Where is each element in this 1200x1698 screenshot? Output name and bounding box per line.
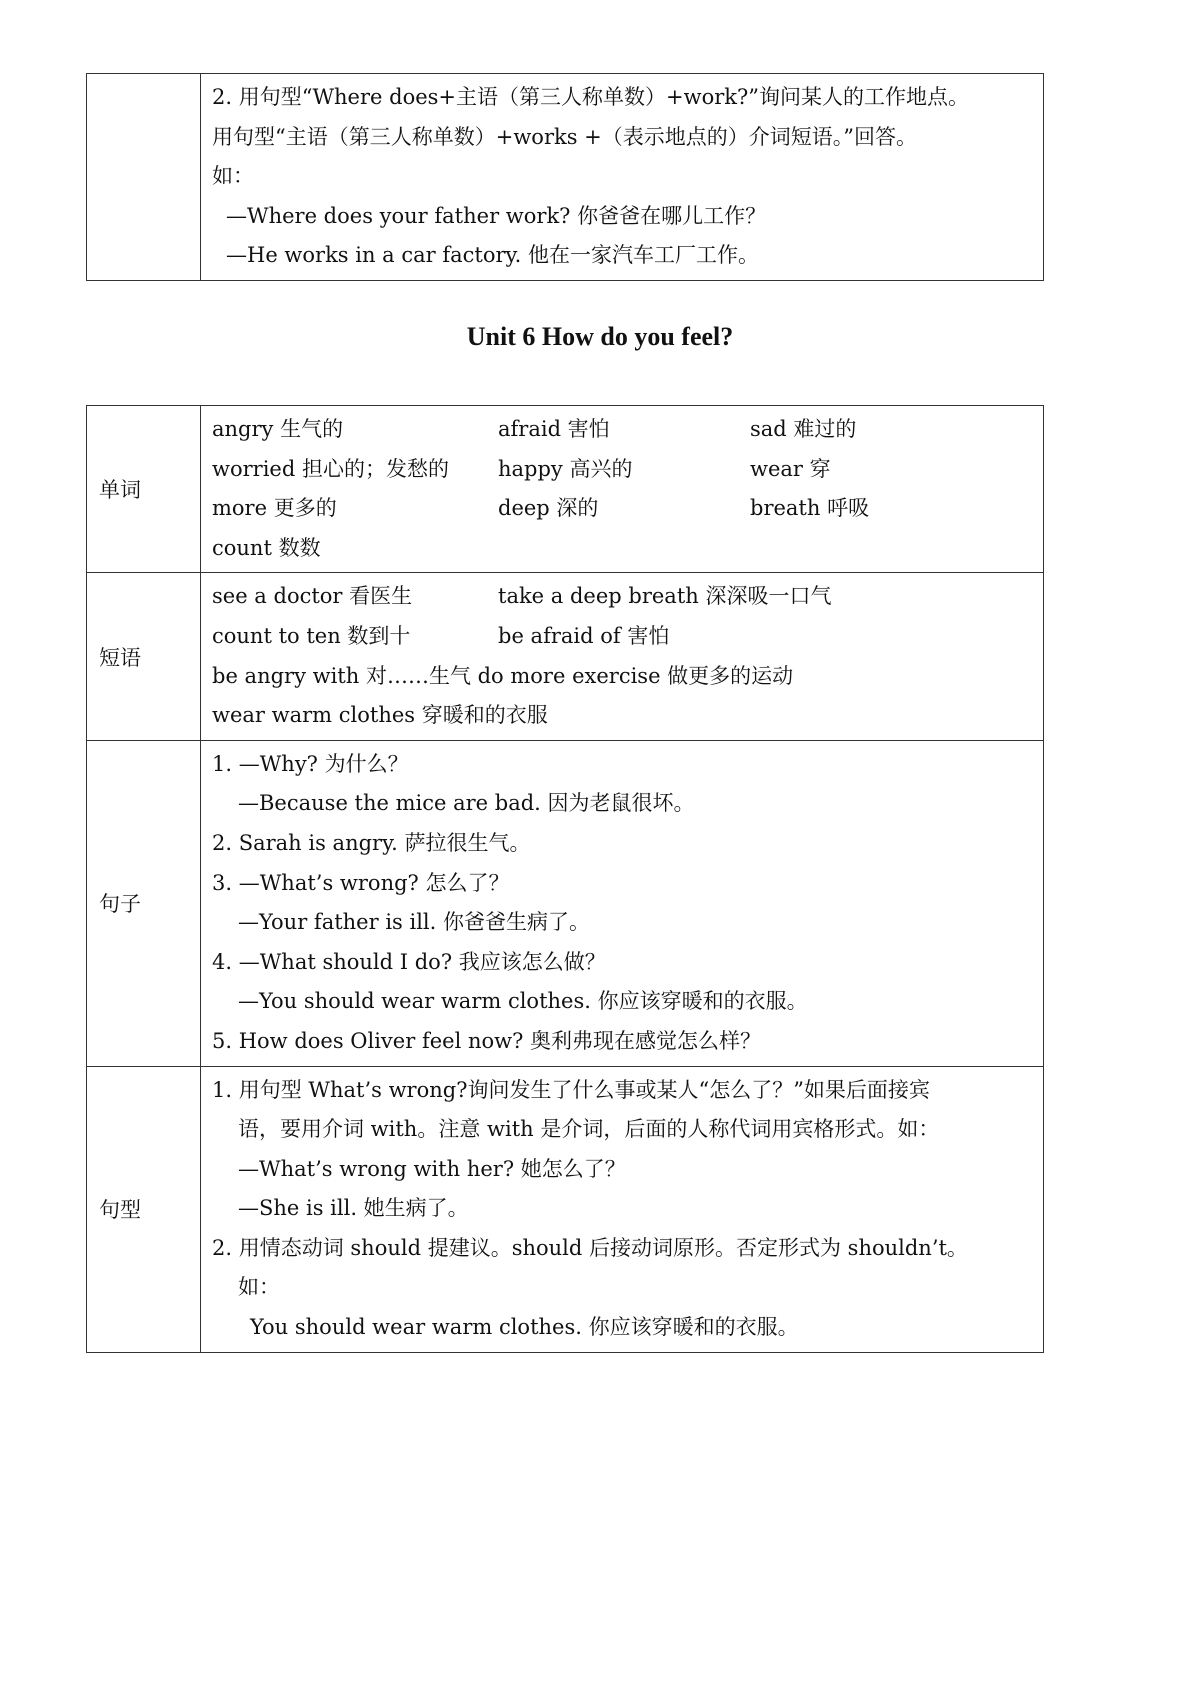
table-row — [87, 74, 1044, 281]
text-line — [212, 617, 1033, 657]
phrase-entry: wear warm clothes 穿暖和的衣服 — [212, 703, 548, 728]
word-entry: angry 生气的 — [212, 417, 344, 441]
text-line — [212, 657, 1033, 697]
unit-title: Unit 6 How do you feel? — [466, 322, 734, 351]
word-entry: more 更多的 — [212, 496, 337, 521]
word-entry: deep 深的 — [498, 496, 599, 521]
word-entry: worried 担心的；发愁的 — [212, 456, 449, 481]
phrase-entry: be afraid of 害怕 — [498, 623, 670, 648]
text-line — [212, 529, 1033, 569]
word-entry: happy 高兴的 — [498, 456, 633, 481]
text-line: 用句型“主语（第三人称单数）+works +（表示地点的）介词短语。”回答。 — [212, 124, 917, 149]
row-label: 句子 — [87, 740, 201, 1066]
text-line: 4. —What should I do? 我应该怎么做？ — [212, 949, 606, 974]
text-line: 语，要用介词 with。注意 with 是介词，后面的人称代词用宾格形式。如： — [238, 1117, 940, 1142]
row-label: 句型 — [87, 1066, 201, 1352]
table-row — [87, 1066, 1044, 1352]
text-line — [212, 410, 1033, 450]
text-line: 2. Sarah is angry. 萨拉很生气。 — [212, 830, 531, 855]
phrase-entry: be angry with 对……生气 do more exercise 做更多的运动 — [212, 663, 794, 688]
text-line: 3. —What’s wrong? 怎么了？ — [212, 870, 510, 895]
text-line: —He works in a car factory. 他在一家汽车工厂工作。 — [226, 243, 759, 268]
text-line: —Your father is ill. 你爸爸生病了。 — [238, 910, 590, 935]
text-line: —You should wear warm clothes. 你应该穿暖和的衣服。 — [238, 989, 808, 1014]
phrase-entry: see a doctor 看医生 — [212, 584, 413, 609]
text-line: —Where does your father work? 你爸爸在哪儿工作？ — [226, 203, 767, 228]
text-line — [212, 696, 1033, 736]
word-entry: wear 穿 — [750, 456, 831, 481]
text-line — [212, 450, 1033, 490]
text-line: 1. —Why? 为什么？ — [212, 751, 409, 776]
row-label-empty — [87, 74, 201, 281]
row-label: 单词 — [87, 406, 201, 573]
text-line: 2. 用情态动词 should 提建议。should 后接动词原形。否定形式为 shouldn’t。 — [212, 1235, 968, 1260]
table-row — [87, 573, 1044, 740]
text-line: —She is ill. 她生病了。 — [238, 1196, 469, 1221]
text-line: 2. 用句型“Where does+主语（第三人称单数）+work?”询问某人的工作地点。 — [212, 85, 969, 109]
table-row — [87, 406, 1044, 573]
patterns-content — [201, 1066, 1044, 1352]
text-line — [212, 577, 1033, 617]
text-line: 1. 用句型 What’s wrong?询问发生了什么事或某人“怎么了？”如果后面接宾 — [212, 1077, 930, 1102]
text-line: —Because the mice are bad. 因为老鼠很坏。 — [238, 791, 695, 816]
row-label: 短语 — [87, 573, 201, 740]
word-entry: breath 呼吸 — [750, 496, 870, 521]
phrase-entry: count to ten 数到十 — [212, 623, 411, 648]
word-entry: sad 难过的 — [750, 417, 857, 441]
text-line — [212, 489, 1033, 529]
words-content — [201, 406, 1044, 573]
text-line: 如： — [238, 1275, 280, 1300]
top-continuation-table — [86, 73, 1044, 281]
unit-summary-table — [86, 405, 1044, 1353]
sentences-content — [201, 740, 1044, 1066]
text-line: —What’s wrong with her? 她怎么了？ — [238, 1156, 626, 1181]
text-line: You should wear warm clothes. 你应该穿暖和的衣服。 — [250, 1315, 799, 1340]
phrases-content — [201, 573, 1044, 740]
text-line: 如： — [212, 164, 254, 189]
phrase-entry: take a deep breath 深深吸一口气 — [498, 584, 832, 609]
word-entry: count 数数 — [212, 535, 321, 560]
table-row — [87, 740, 1044, 1066]
word-entry: afraid 害怕 — [498, 417, 610, 441]
pattern-content — [201, 74, 1044, 281]
text-line: 5. How does Oliver feel now? 奥利弗现在感觉怎么样？ — [212, 1028, 762, 1053]
